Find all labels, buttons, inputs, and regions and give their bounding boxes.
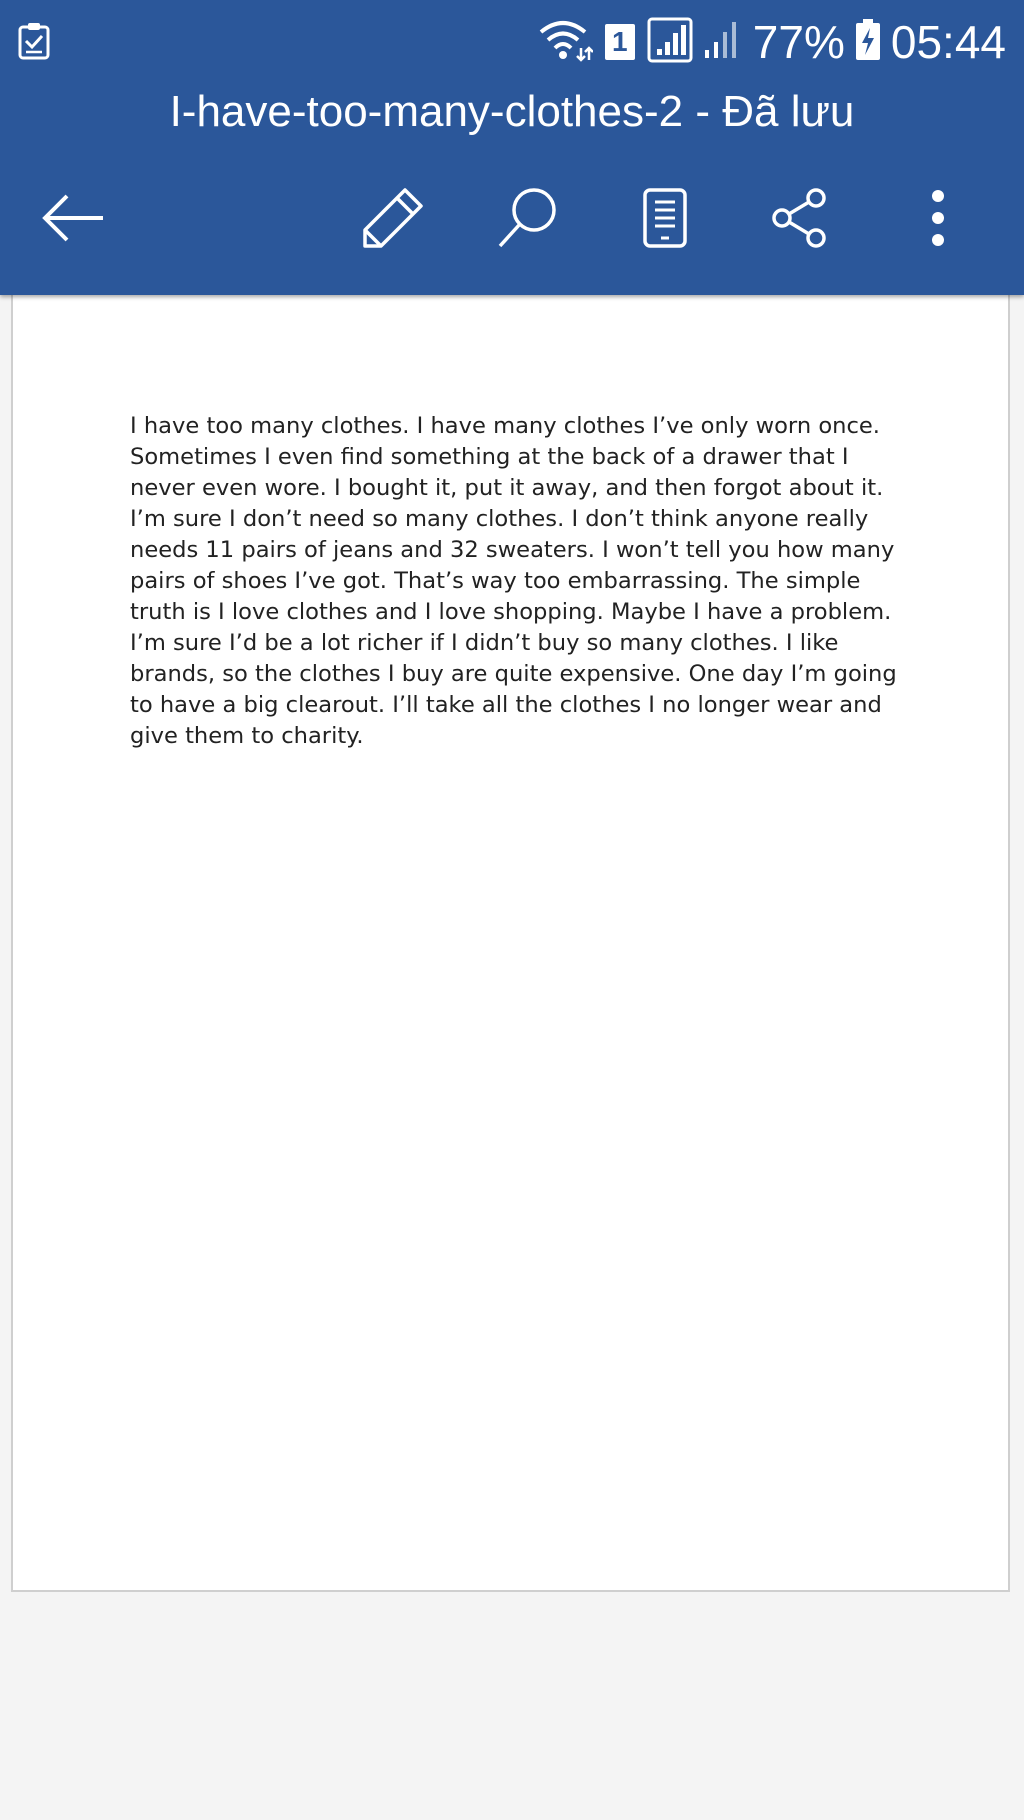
- document-line: give them to charity.: [130, 723, 364, 749]
- share-icon: [770, 188, 830, 253]
- document-line: to have a big clearout. I’ll take all the clothes I no longer wear and: [130, 692, 882, 718]
- search-icon: [496, 186, 560, 255]
- document-line: truth is I love clothes and I love shopping. Maybe I have a problem.: [130, 599, 892, 625]
- status-bar: [0, 0, 1024, 84]
- share-button[interactable]: [750, 170, 850, 270]
- document-page[interactable]: [11, 295, 1010, 1592]
- document-line: pairs of shoes I’ve got. That’s way too embarrassing. The simple: [130, 568, 861, 594]
- document-line: I’m sure I don’t need so many clothes. I don’t think anyone really: [130, 506, 869, 532]
- task-checklist-icon: [18, 22, 50, 60]
- document-line: I have too many clothes. I have many clothes I’ve only worn once.: [130, 413, 880, 439]
- document-line: never even wore. I bought it, put it away, and then forgot about it.: [130, 475, 884, 501]
- app-bar: [0, 0, 1024, 295]
- document-line: brands, so the clothes I buy are quite expensive. One day I’m going: [130, 661, 897, 687]
- toolbar: [0, 170, 1024, 270]
- more-vertical-icon: [930, 188, 946, 253]
- document-title: I-have-too-many-clothes-2 - Đã lưu: [169, 87, 855, 136]
- back-arrow-icon: [41, 194, 105, 247]
- reading-view-icon: [643, 188, 687, 253]
- clock: 05:44: [890, 16, 1006, 68]
- signal-icon: [647, 17, 693, 68]
- sim-slot-number: 1: [612, 26, 628, 57]
- document-line: I’m sure I’d be a lot richer if I didn’t buy so many clothes. I like: [130, 630, 839, 656]
- more-options-button[interactable]: [888, 170, 988, 270]
- signal-icon: [703, 20, 743, 65]
- battery-charging-icon: [855, 19, 881, 66]
- pencil-icon: [361, 186, 425, 255]
- document-line: Sometimes I even find something at the back of a drawer that I: [130, 444, 849, 470]
- reading-view-button[interactable]: [615, 170, 715, 270]
- search-button[interactable]: [478, 170, 578, 270]
- document-body: [130, 411, 900, 752]
- wifi-icon: [537, 18, 593, 67]
- back-button[interactable]: [23, 170, 123, 270]
- status-icons: [537, 12, 1006, 72]
- battery-percentage: 77%: [752, 16, 845, 68]
- sim-card-icon: [603, 22, 637, 62]
- document-line: needs 11 pairs of jeans and 32 sweaters. I won’t tell you how many: [130, 537, 895, 563]
- edit-button[interactable]: [343, 170, 443, 270]
